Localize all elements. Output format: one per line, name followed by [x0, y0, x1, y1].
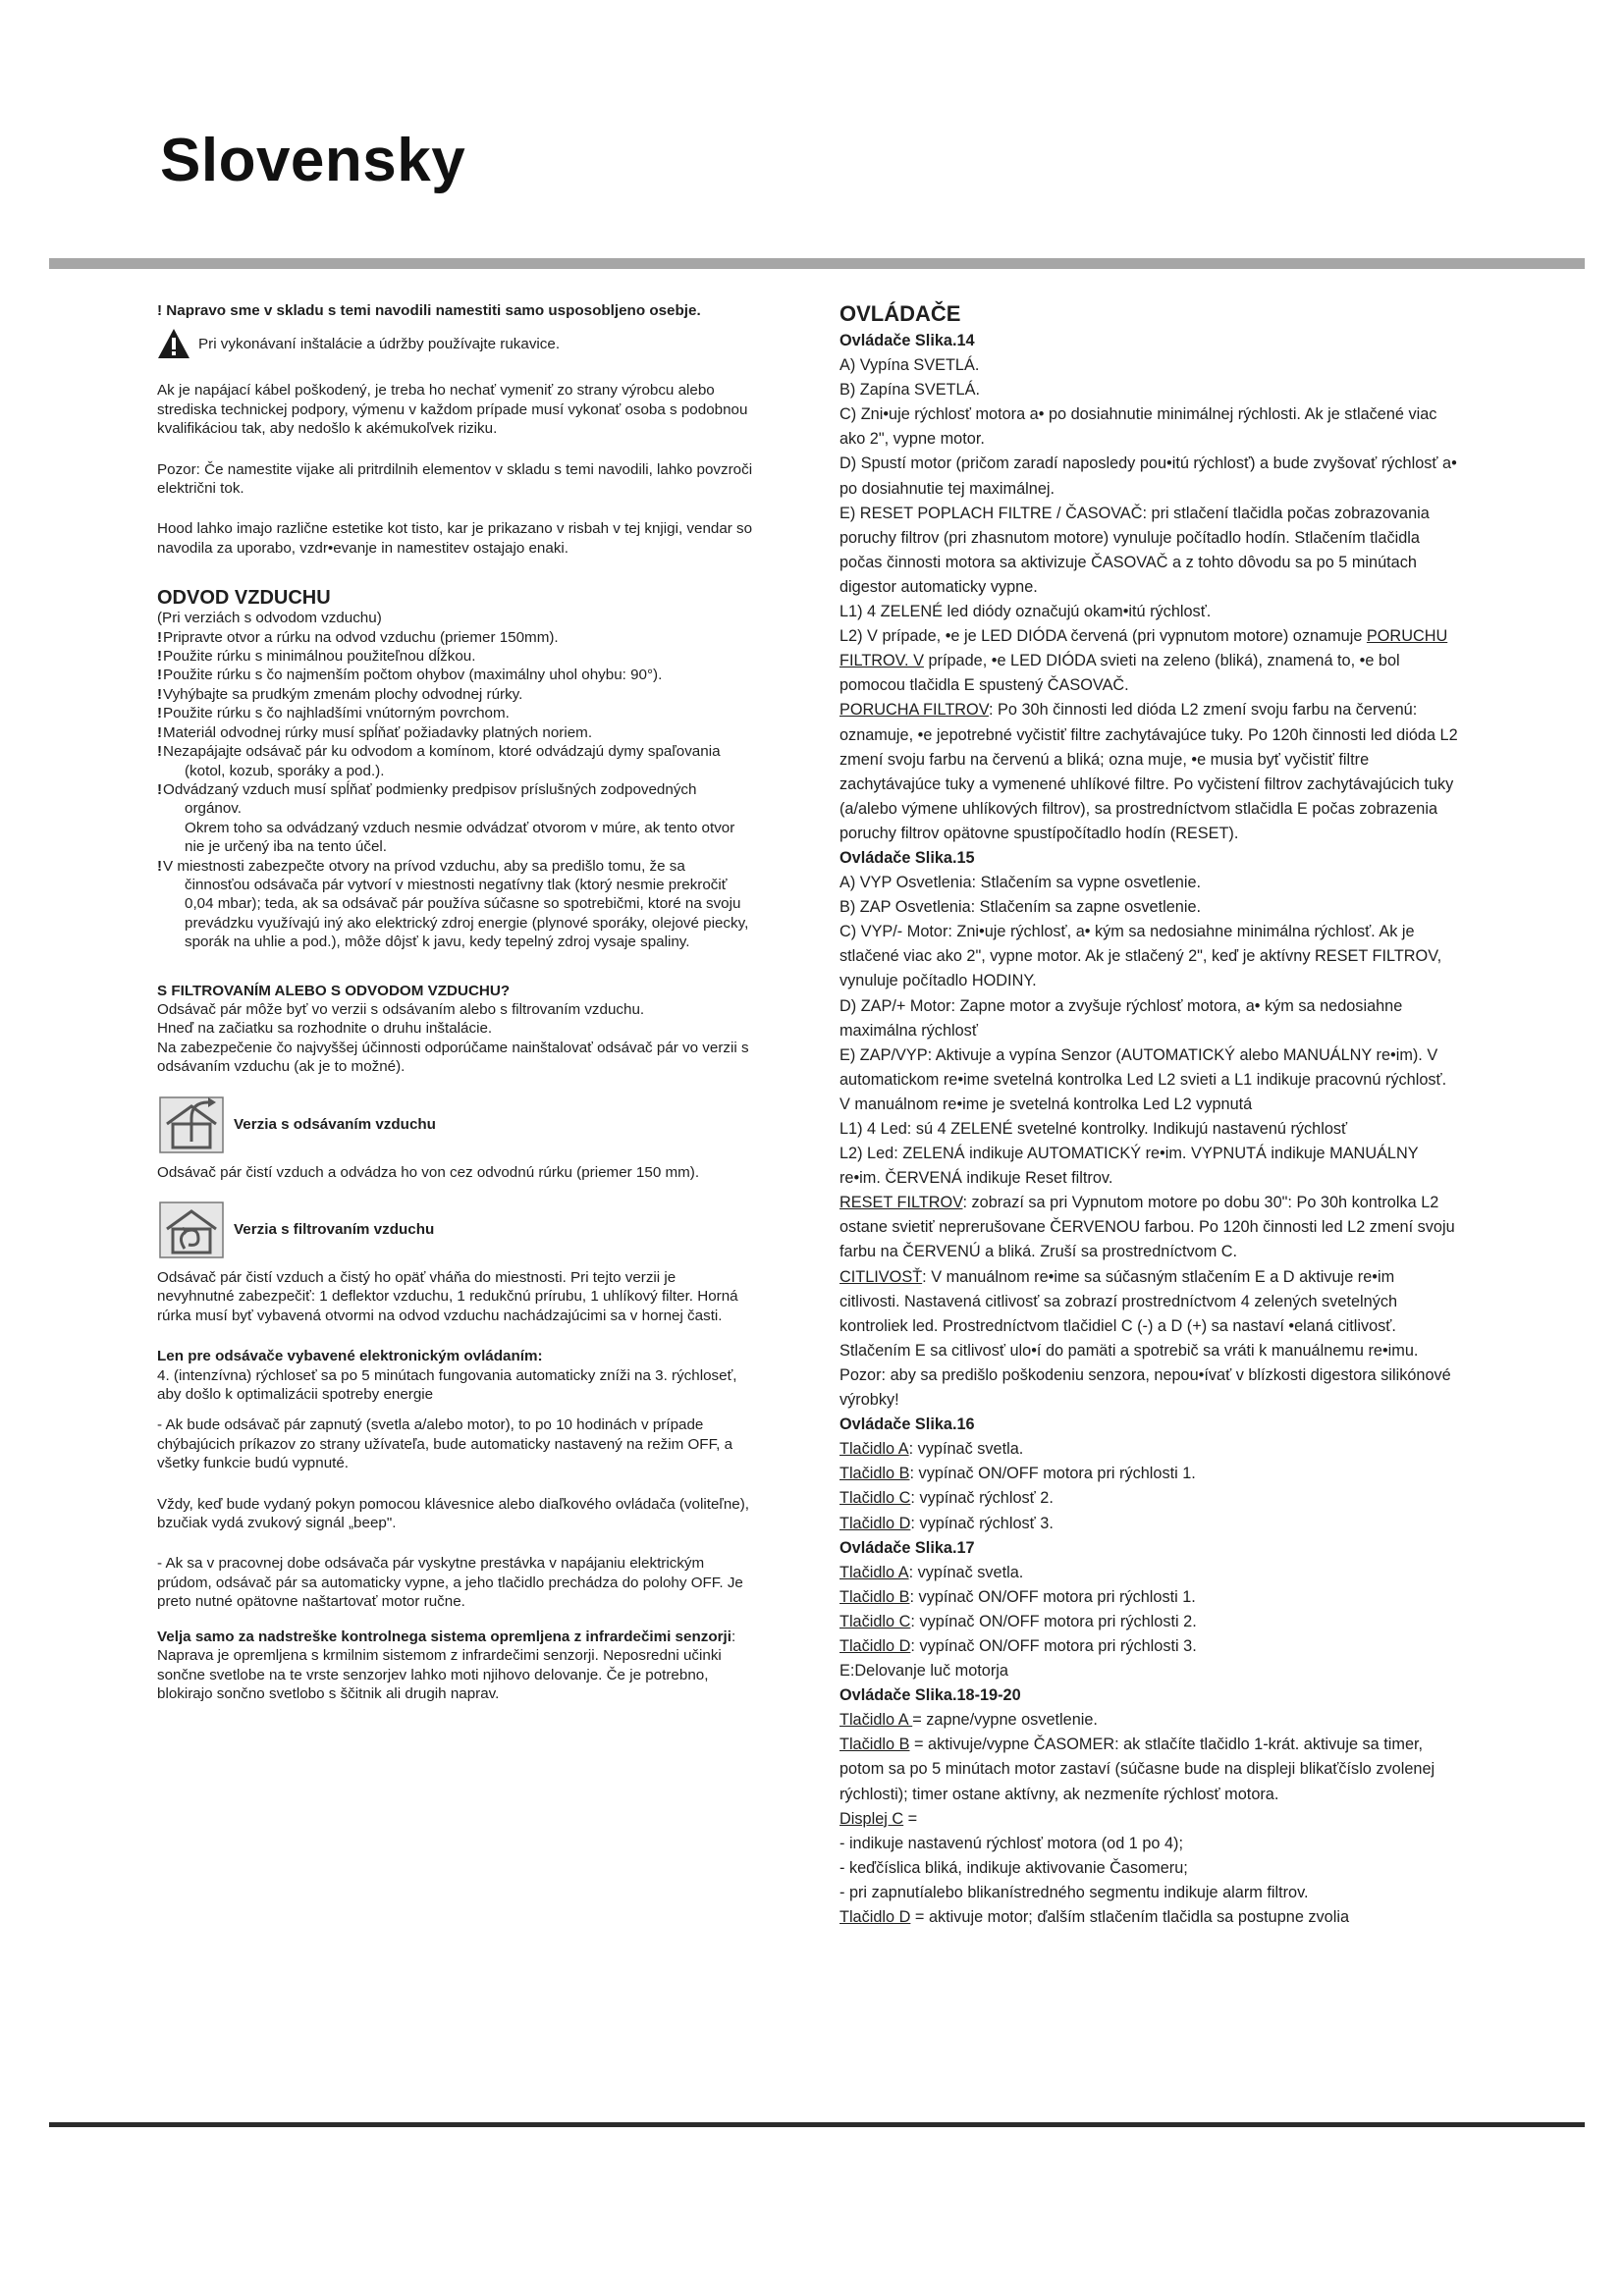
list-item: !Vyhýbajte sa prudkým zmenám plochy odvodnej rúrky.	[157, 685, 523, 703]
electronic-paragraph-4: - Ak sa v pracovnej dobe odsávača pár vyskytne prestávka v napájaniu elektrickým prúdom, odsávač pár sa automaticky vypne, a jeho tlačidlo prechádza do polohy OFF. Je preto nutné opätovne naštartovať motor ručne.	[157, 1555, 743, 1611]
list-item: Tlačidlo B: vypínač ON/OFF motora pri rýchlosti 1.	[839, 1587, 1196, 1606]
fig14-e: E) RESET POPLACH FILTRE / ČASOVAČ: pri stlačení tlačidla počas zobrazovania poruchy filtrov (pri zhasnutom motore) vynuluje počítadlo hodín. Stlačením tlačidla počas činnosti motora sa aktivizuje ČASOVAČ a z tohto dôvodu sa po 5 minútach digestor automaticky vypne.	[839, 504, 1430, 596]
right-column	[839, 301, 1458, 1930]
fig18-a: Tlačidlo A = zapne/vypne osvetlenie.	[839, 1711, 1098, 1730]
extraction-version-label: Verzia s odsávaním vzduchu	[234, 1115, 436, 1133]
fig17-title: Ovládače Slika.17	[839, 1538, 975, 1557]
electronic-paragraph-2: - Ak bude odsávač pár zapnutý (svetla a/alebo motor), to po 10 hodinách v prípade chýbajúcich príkazov zo strany užívateľa, bude automaticky nastavený na režim OFF, a všetky funkcie budú vypnuté.	[157, 1416, 733, 1472]
filter-version-label: Verzia s filtrovaním vzduchu	[234, 1221, 435, 1239]
list-item: - keďčíslica bliká, indikuje aktivovanie Časomeru;	[839, 1858, 1188, 1877]
list-item: Tlačidlo A: vypínač svetla.	[839, 1440, 1024, 1459]
filter-version	[157, 1200, 753, 1260]
list-item: Tlačidlo D: vypínač rýchlosť 3.	[839, 1514, 1054, 1532]
odvod-list	[157, 628, 753, 819]
fig14-a: A) Vypína SVETLÁ.	[839, 356, 980, 375]
fig17-e: E:Delovanje luč motorja	[839, 1662, 1008, 1681]
electronic-paragraph-1: 4. (intenzívna) rýchloseť sa po 5 minútach fungovania automaticky zníži na 3. rýchloseť, aby došlo k optimalizácii spotreby energie	[157, 1366, 737, 1404]
fig14-filter-fault: PORUCHA FILTROV: Po 30h činnosti led dióda L2 zmení svoju farbu na červenú: oznamuje, •e jepotrebné vyčistiť filtre zachytávajúce tuky. Po 120h činnosti led dióda L2 zmení svoju farbu na červenú a bliká; ozna muje, •e musia byť vyčistiť filtre zachytávajúce tuky a vymenené uhlíkové filtre. Po vyčistení filtrov zachytávajúcich tuky (a/alebo výmene uhlíkových filtrov), sa prostredníctvom stlačidla E počas zobrazenia poruchy filtrov opätovne spustípočítadlo hodín (RESET).	[839, 701, 1458, 842]
filter-heading: S FILTROVANÍM ALEBO S ODVODOM VZDUCHU?	[157, 982, 511, 999]
fig15-reset: RESET FILTROV: zobrazí sa pri Vypnutom motore po dobu 30": Po 30h kontrolka L2 ostane svietiť neprerušovane ČERVENOU farbou. Po 120h činnosti led L2 zmení svoju farbu na ČERVENÚ a bliká. Zruší sa prostredníctvom C.	[839, 1194, 1455, 1261]
list-item: !Použite rúrku s minimálnou použiteľnou dĺžkou.	[157, 648, 476, 666]
filter-line-1: Odsávač pár môže byť vo verzii s odsávaním alebo s filtrovaním vzduchu.	[157, 1000, 645, 1018]
top-divider	[49, 258, 1585, 269]
infrared-paragraph	[157, 1628, 753, 1704]
extraction-house-icon	[157, 1095, 226, 1155]
fig15-sensitivity: CITLIVOSŤ: V manuálnom re•ime sa súčasným stlačením E a D aktivuje re•im citlivosti. Nastavená citlivosť sa zobrazí prostredníctvom 4 zelených svetelných kontroliek led. Prostredníctvom tlačidiel C (-) a D (+) sa nastaví •elaná citlivosť. Stlačením E sa citlivosť ulo•í do pamäti a spotrebič sa vráti k manuálnemu re•imu.	[839, 1267, 1419, 1360]
fig14-l2: L2) V prípade, •e je LED DIÓDA červená (pri vypnutom motore) oznamuje PORUCHU FILTROV. V prípade, •e LED DIÓDA svieti na zeleno (bliká), znamená to, •e bol pomocou tlačidla E spustený ČASOVAČ.	[839, 627, 1448, 695]
list-item: !Nezapájajte odsávač pár ku odvodom a komínom, ktoré odvádzajú dymy spaľovania (kotol, kozub, sporáky a pod.).	[157, 743, 721, 779]
fig16-title: Ovládače Slika.16	[839, 1415, 975, 1434]
list-item: - indikuje nastavenú rýchlosť motora (od 1 po 4);	[839, 1834, 1183, 1852]
fig14-title: Ovládače Slika.14	[839, 332, 975, 349]
list-item: !Materiál odvodnej rúrky musí spĺňať požiadavky platných noriem.	[157, 723, 593, 741]
infrared-body: : Naprava je opremljena s krmilnim sistemom z infrardečimi senzorji. Neposredni učinki sončne svetlobe na te vrste senzorjev lahko moti njihovo delovanje. Če je potrebno, blokirajo sončno svetlobo s ščitnik ali drugih naprav.	[157, 1628, 736, 1702]
fig15-caution: Pozor: aby sa predišlo poškodeniu senzora, nepou•ívať v blízkosti digestora silikónové výrobky!	[839, 1365, 1451, 1410]
fig14-l1: L1) 4 ZELENÉ led diódy označujú okam•itú rýchlosť.	[839, 603, 1212, 621]
controls-heading: OVLÁDAČE	[839, 301, 961, 326]
fig18-title: Ovládače Slika.18-19-20	[839, 1686, 1021, 1705]
fig15-e: E) ZAP/VYP: Aktivuje a vypína Senzor (AUTOMATICKÝ alebo MANUÁLNY re•im). V automatickom re•ime svetelná kontrolka Led L2 svieti a L1 indikuje pracovnú rýchlosť. V manuálnom re•ime je svetelná kontrolka Led L2 vypnutá	[839, 1045, 1447, 1113]
electronic-heading: Len pre odsávače vybavené elektronickým ovládaním:	[157, 1348, 543, 1365]
cable-paragraph: Ak je napájací kábel poškodený, je treba ho nechať vymeniť zo strany výrobcu alebo strediska technickej podpory, výmenu v každom prípade musí vykonať osoba s podobnou kvalifikáciou tak, aby nedošlo k akémukoľvek riziku.	[157, 382, 748, 438]
filter-line-2: Hneď na začiatku sa rozhodnite o druhu inštalácie.	[157, 1020, 493, 1038]
extraction-version-text: Odsávač pár čistí vzduch a odvádza ho von cez odvodnú rúrku (priemer 150 mm).	[157, 1163, 700, 1181]
list-item: !Použite rúrku s čo najmenším počtom ohybov (maximálny uhol ohybu: 90°).	[157, 667, 663, 684]
odvod-heading: ODVOD VZDUCHU	[157, 587, 331, 610]
warning-triangle-icon	[157, 328, 190, 359]
list-item: - pri zapnutíalebo blikanístredného segmentu indikuje alarm filtrov.	[839, 1883, 1309, 1901]
list-item: Tlačidlo C: vypínač rýchlosť 2.	[839, 1489, 1054, 1508]
fig14-c: C) Zni•uje rýchlosť motora a• po dosiahnutie minimálnej rýchlosti. Ak je stlačené viac ako 2", vypne motor.	[839, 405, 1437, 449]
recirculation-house-icon	[157, 1200, 226, 1260]
fig18-b: Tlačidlo B = aktivuje/vypne ČASOMER: ak stlačíte tlačidlo 1-krát. aktivuje sa timer, potom sa po 5 minútach motor zastaví (súčasne bude na displeji blikaťčíslo zvolenej rýchlosti); timer ostane aktívny, ak nezmeníte rýchlosť motora.	[839, 1735, 1435, 1803]
fig14-d: D) Spustí motor (pričom zaradí naposledy pou•itú rýchlosť) a bude zvyšovať rýchlosť a• po dosiahnutie tej maximálnej.	[839, 454, 1457, 498]
odvod-list-last	[157, 857, 753, 952]
caution-paragraph: Pozor: Če namestite vijake ali pritrdilnih elementov v skladu s temi navodili, lahko povzroči električni tok.	[157, 460, 753, 498]
filter-line-3: Na zabezpečenie čo najvyššej účinnosti odporúčame nainštalovať odsávač pár vo verzii s odsávaním vzduchu (ak je to možné).	[157, 1039, 749, 1076]
gloves-warning-text: Pri vykonávaní inštalácie a údržby používajte rukavice.	[198, 335, 561, 352]
list-item: Tlačidlo A: vypínač svetla.	[839, 1563, 1024, 1581]
gloves-warning	[157, 328, 753, 359]
infrared-heading: Velja samo za nadstreške kontrolnega sistema opremljena z infrardečimi senzorji	[157, 1628, 731, 1645]
fig15-a: A) VYP Osvetlenia: Stlačením sa vypne osvetlenie.	[839, 874, 1202, 892]
bottom-divider	[49, 2122, 1585, 2127]
extraction-version	[157, 1095, 753, 1155]
fig14-b: B) Zapína SVETLÁ.	[839, 381, 980, 400]
fig18-c: Displej C =	[839, 1809, 918, 1828]
fig15-d: D) ZAP/+ Motor: Zapne motor a zvyšuje rýchlosť motora, a• kým sa nedosiahne maximálna rýchlosť	[839, 996, 1403, 1040]
list-item: !Pripravte otvor a rúrku na odvod vzduchu (priemer 150mm).	[157, 628, 559, 646]
fig15-title: Ovládače Slika.15	[839, 848, 975, 867]
odvod-subheading: (Pri verziách s odvodom vzduchu)	[157, 610, 382, 627]
odvod-note: Okrem toho sa odvádzaný vzduch nesmie odvádzať otvorom v múre, ak tento otvor nie je určený iba na tento účel.	[185, 819, 735, 856]
installer-notice: ! Napravo sme v skladu s temi navodili namestiti samo usposobljeno osebje.	[157, 302, 701, 319]
list-item: !V miestnosti zabezpečte otvory na prívod vzduchu, aby sa predišlo tomu, že sa činnosťou odsávača pár vytvorí v miestnosti negatívny tlak (ktorý nesmie prekročiť 0,04 mbar); teda, ak sa odsávač pár používa súčasne so spotrebičmi, ktoré na svoju prevádzku využívajú iný ako elektrický zdroj energie (plynové sporáky, olejové piecky, sporák na uhlie a pod.), môže dôjsť k javu, kedy tepelný zdroj vysaje spaliny.	[157, 857, 749, 951]
page-title: Slovensky	[160, 127, 466, 194]
list-item: Tlačidlo B: vypínač ON/OFF motora pri rýchlosti 1.	[839, 1465, 1196, 1483]
list-item: !Odvádzaný vzduch musí spĺňať podmienky predpisov príslušných zodpovedných orgánov.	[157, 780, 697, 818]
fig15-l2: L2) Led: ZELENÁ indikuje AUTOMATICKÝ re•im. VYPNUTÁ indikuje MANUÁLNY re•im. ČERVENÁ indikuje Reset filtrov.	[839, 1145, 1419, 1188]
list-item: Tlačidlo C: vypínač ON/OFF motora pri rýchlosti 2.	[839, 1612, 1197, 1630]
list-item: Tlačidlo D: vypínač ON/OFF motora pri rýchlosti 3.	[839, 1636, 1197, 1655]
filter-version-text: Odsávač pár čistí vzduch a čistý ho opäť vháňa do miestnosti. Pri tejto verzii je nevyhnutné zabezpečiť: 1 deflektor vzduchu, 1 redukčnú prírubu, 1 uhlíkový filter. Horná rúrka musí byť vybavená otvormi na odvod vzduchu nachádzajúcimi sa v hornej časti.	[157, 1269, 738, 1324]
fig18-d: Tlačidlo D = aktivuje motor; ďalším stlačením tlačidla sa postupne zvolia	[839, 1908, 1350, 1926]
left-column	[157, 301, 753, 1703]
fig15-c: C) VYP/- Motor: Zni•uje rýchlosť, a• kým sa nedosiahne minimálna rýchlosť. Ak je stlačené viac ako 2", vypne motor. Ak je stlačený 2", keď je aktívny RESET FILTROV, vynuluje počítadlo HODINY.	[839, 923, 1442, 990]
aesthetics-paragraph: Hood lahko imajo različne estetike kot tisto, kar je prikazano v risbah v tej knjigi, vendar so navodila za uporabo, vzdr•evanje in namestitev ostajajo enaki.	[157, 520, 753, 557]
electronic-paragraph-3: Vždy, keď bude vydaný pokyn pomocou klávesnice alebo diaľkového ovládača (voliteľne), bzučiak vydá zvukový signál „beep".	[157, 1495, 749, 1532]
list-item: !Použite rúrku s čo najhladšími vnútorným povrchom.	[157, 705, 510, 722]
fig15-b: B) ZAP Osvetlenia: Stlačením sa zapne osvetlenie.	[839, 898, 1202, 917]
fig15-l1: L1) 4 Led: sú 4 ZELENÉ svetelné kontrolky. Indikujú nastavenú rýchlosť	[839, 1120, 1348, 1138]
